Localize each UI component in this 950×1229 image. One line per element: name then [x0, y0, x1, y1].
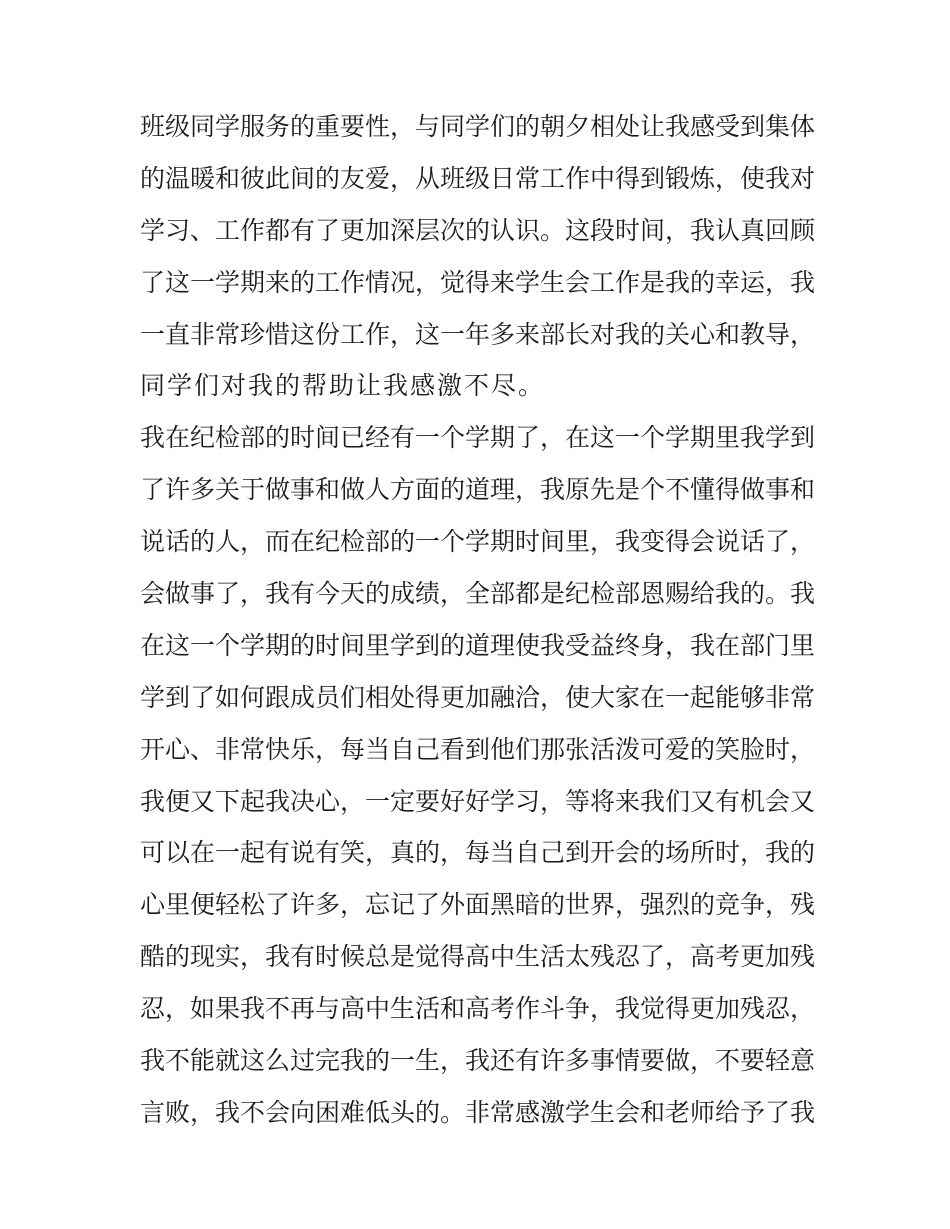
text-line: 了这一学期来的工作情况，觉得来学生会工作是我的幸运，我 — [140, 267, 816, 297]
document-page — [140, 101, 816, 1139]
text-line: 学习、工作都有了更加深层次的认识。这段时间，我认真回顾 — [140, 215, 816, 245]
text-line: 了许多关于做事和做人方面的道理，我原先是个不懂得做事和 — [140, 475, 816, 505]
text-line: 同学们对我的帮助让我感激不尽。 — [140, 371, 546, 401]
text-line: 开心、非常快乐，每当自己看到他们那张活泼可爱的笑脸时， — [140, 734, 816, 764]
text-line: 心里便轻松了许多，忘记了外面黑暗的世界，强烈的竞争，残 — [140, 890, 816, 920]
text-line: 的温暖和彼此间的友爱，从班级日常工作中得到锻炼，使我对 — [140, 163, 816, 193]
text-line: 我在纪检部的时间已经有一个学期了，在这一个学期里我学到 — [140, 423, 816, 453]
text-line: 我不能就这么过完我的一生，我还有许多事情要做，不要轻意 — [140, 1046, 816, 1076]
text-line: 我便又下起我决心，一定要好好学习，等将来我们又有机会又 — [140, 786, 816, 816]
text-line: 会做事了，我有今天的成绩，全部都是纪检部恩赐给我的。我 — [140, 579, 816, 609]
text-line: 可以在一起有说有笑，真的，每当自己到开会的场所时，我的 — [140, 838, 816, 868]
text-line: 酷的现实，我有时候总是觉得高中生活太残忍了，高考更加残 — [140, 942, 816, 972]
text-line: 言败，我不会向困难低头的。非常感激学生会和老师给予了我 — [140, 1097, 816, 1127]
text-line: 说话的人，而在纪检部的一个学期时间里，我变得会说话了， — [140, 527, 816, 557]
text-line: 在这一个学期的时间里学到的道理使我受益终身，我在部门里 — [140, 630, 816, 660]
text-line: 班级同学服务的重要性，与同学们的朝夕相处让我感受到集体 — [140, 112, 816, 141]
text-line: 学到了如何跟成员们相处得更加融洽，使大家在一起能够非常 — [140, 682, 816, 712]
text-line: 一直非常珍惜这份工作，这一年多来部长对我的关心和教导， — [140, 319, 816, 349]
text-line: 忍，如果我不再与高中生活和高考作斗争，我觉得更加残忍， — [140, 994, 816, 1024]
